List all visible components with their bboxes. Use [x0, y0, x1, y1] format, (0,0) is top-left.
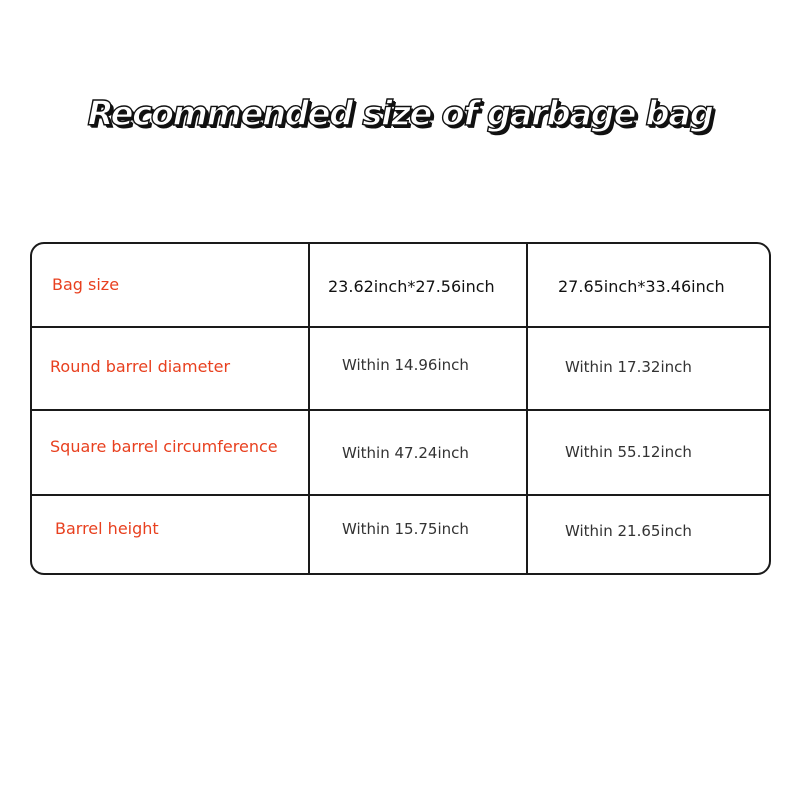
row-label-barrel-height: Barrel height — [55, 519, 159, 538]
square-circumference-small: Within 47.24inch — [342, 444, 469, 462]
row-label-round-barrel-diameter: Round barrel diameter — [50, 357, 231, 376]
round-diameter-small: Within 14.96inch — [342, 356, 469, 374]
barrel-height-small: Within 15.75inch — [342, 520, 469, 538]
round-diameter-large: Within 17.32inch — [565, 358, 692, 376]
bag-size-large: 27.65inch*33.46inch — [558, 277, 725, 296]
bag-size-small: 23.62inch*27.56inch — [328, 277, 495, 296]
row-divider — [32, 494, 769, 496]
barrel-height-large: Within 21.65inch — [565, 522, 692, 540]
square-circumference-large: Within 55.12inch — [565, 443, 692, 461]
row-divider — [32, 409, 769, 411]
row-divider — [32, 326, 769, 328]
size-table — [30, 242, 771, 575]
row-label-square-barrel-circumference: Square barrel circumference — [50, 437, 278, 456]
row-label-bag-size: Bag size — [52, 275, 120, 294]
page-title: Recommended size of garbage bag — [87, 94, 713, 134]
